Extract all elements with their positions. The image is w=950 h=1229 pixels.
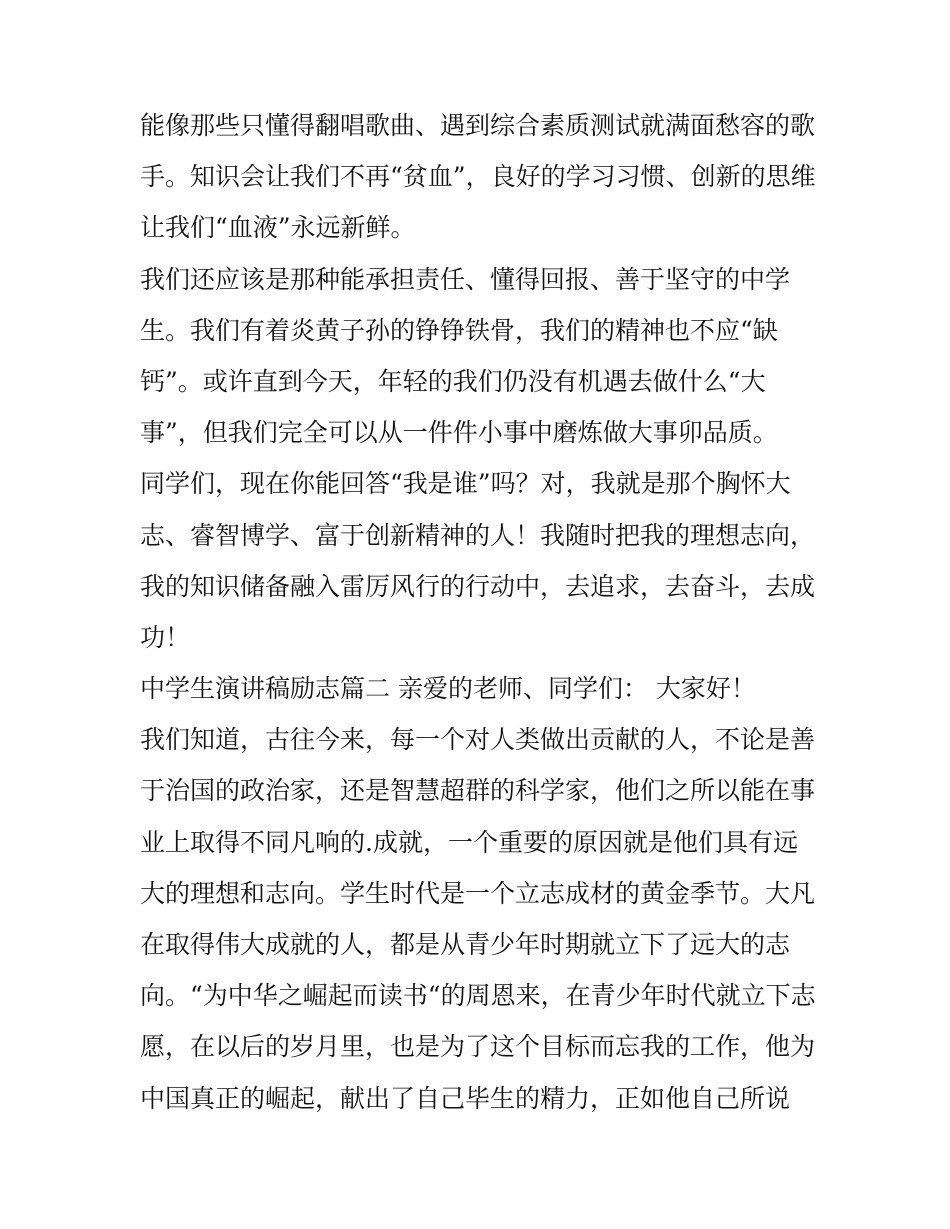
- text-line: 钙”。或许直到今天，年轻的我们仍没有机遇去做什么“大: [140, 366, 766, 396]
- text-line: 在取得伟大成就的人，都是从青少年时期就立下了远大的志: [140, 930, 791, 959]
- text-line: 愿，在以后的岁月里，也是为了这个目标而忘我的工作，他为: [140, 1032, 816, 1062]
- section-heading: 中学生演讲稿励志篇二 亲爱的老师、同学们： 大家好！: [140, 674, 756, 704]
- text-line: 志、睿智博学、富于创新精神的人！我随时把我的理想志向，: [140, 520, 816, 550]
- body-text: [140, 100, 830, 1124]
- text-line: 功！: [140, 622, 191, 652]
- text-line: 手。知识会让我们不再“贫血”，良好的学习习惯、创新的思维: [140, 162, 816, 192]
- text-line: 事”，但我们完全可以从一件件小事中磨炼做大事卯品质。: [140, 418, 778, 448]
- text-line: 我的知识储备融入雷厉风行的行动中，去追求，去奋斗，去成: [140, 571, 816, 601]
- text-line: 我们还应该是那种能承担责任、懂得回报、善于坚守的中学: [140, 264, 791, 294]
- text-line: 同学们，现在你能回答“我是谁”吗？对，我就是那个胸怀大: [140, 469, 791, 499]
- text-line: 让我们“血液”永远新鲜。: [140, 213, 416, 243]
- text-line: 生。我们有着炎黄子孙的铮铮铁骨，我们的精神也不应“缺: [140, 315, 778, 345]
- text-line: 能像那些只懂得翻唱歌曲、遇到综合素质测试就满面愁容的歌: [140, 111, 816, 140]
- text-line: 我们知道，古往今来，每一个对人类做出贡献的人，不论是善: [140, 725, 816, 755]
- text-line: 向。“为中华之崛起而读书“的周恩来，在青少年时代就立下志: [140, 981, 816, 1011]
- text-line: 中国真正的崛起，献出了自己毕生的精力，正如他自己所说: [140, 1083, 791, 1113]
- text-line: 业上取得不同凡响的.成就，一个重要的原因就是他们具有远: [140, 827, 798, 857]
- text-line: 大的理想和志向。学生时代是一个立志成材的黄金季节。大凡: [140, 878, 816, 908]
- text-line: 于治国的政治家，还是智慧超群的科学家，他们之所以能在事: [140, 776, 816, 806]
